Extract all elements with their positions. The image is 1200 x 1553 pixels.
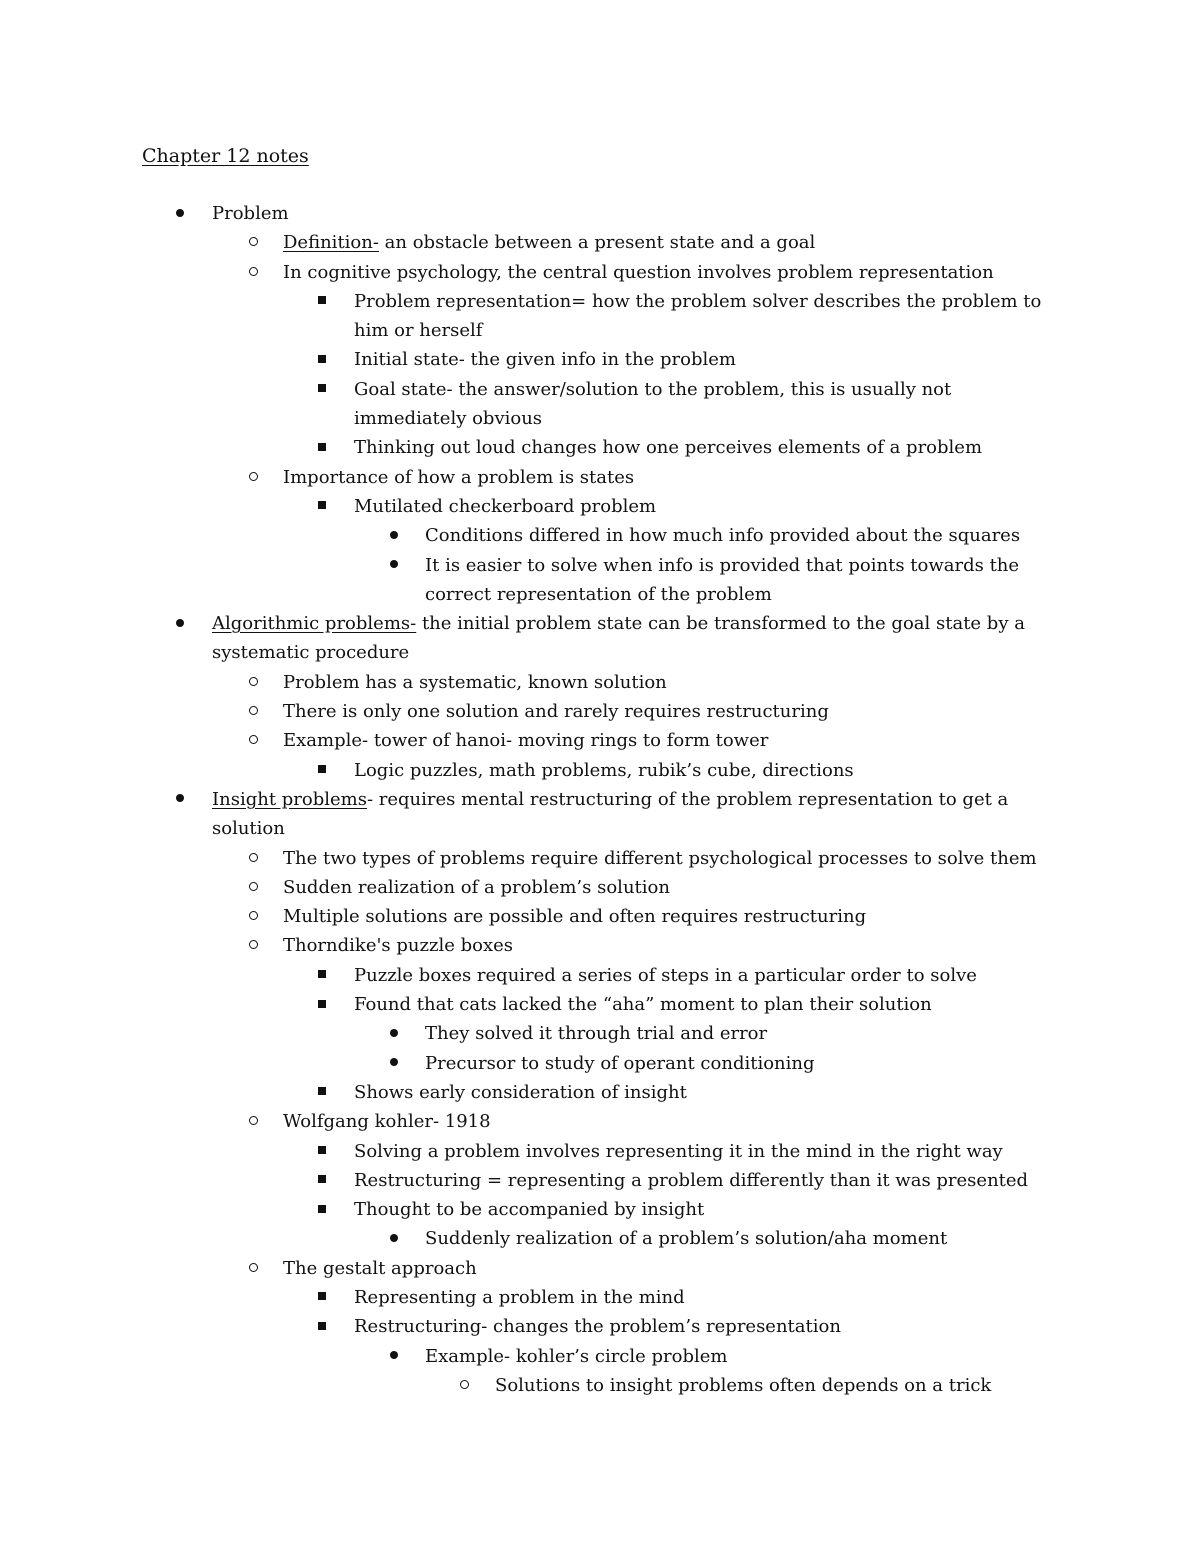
list-item-text: an obstacle between a present state and a goal xyxy=(378,232,816,254)
bullet-dot-icon xyxy=(176,199,184,228)
list-item-text: Importance of how a problem is states xyxy=(283,466,635,488)
list-item xyxy=(0,1283,1044,1312)
bullet-dot-icon xyxy=(390,1342,398,1371)
list-item xyxy=(0,521,1045,550)
list-item-text: the initial problem state can be transformed to the goal state by a systematic procedure xyxy=(212,613,1025,664)
bullet-circle-icon xyxy=(460,1371,469,1400)
list-item-text: Puzzle boxes required a series of steps in a particular order to solve xyxy=(354,964,977,986)
bullet-dot-icon xyxy=(390,1049,398,1078)
list-item-text: - requires mental restructuring of the problem representation to get a solution xyxy=(212,788,1009,840)
list-item-text: Suddenly realization of a problem’s solution/aha moment xyxy=(425,1228,948,1250)
list-item xyxy=(0,609,1032,668)
list-item xyxy=(0,228,1043,257)
list-item xyxy=(0,990,1044,1019)
list-item xyxy=(0,726,1043,755)
list-item xyxy=(0,1312,1044,1341)
bullet-dot-icon xyxy=(390,521,398,550)
list-item xyxy=(0,345,1044,374)
list-item xyxy=(0,785,1032,844)
document-title: Chapter 12 notes xyxy=(142,145,309,167)
list-item xyxy=(0,375,1044,434)
bullet-square-icon xyxy=(318,1078,326,1107)
bullet-circle-icon xyxy=(249,1107,258,1136)
bullet-circle-icon xyxy=(249,463,258,492)
list-item-term: Algorithmic problems- xyxy=(212,613,417,635)
list-item-text: Restructuring- changes the problem’s representation xyxy=(354,1316,841,1338)
list-item xyxy=(0,1137,1044,1166)
bullet-square-icon xyxy=(318,433,326,462)
bullet-circle-icon xyxy=(249,844,258,873)
list-item-text: They solved it through trial and error xyxy=(425,1023,768,1045)
bullet-circle-icon xyxy=(249,1254,258,1283)
list-item xyxy=(0,1254,1043,1283)
bullet-dot-icon xyxy=(390,1224,398,1253)
list-item xyxy=(0,1107,1043,1136)
list-item xyxy=(0,961,1044,990)
bullet-square-icon xyxy=(318,287,326,316)
list-item-text: Restructuring = representing a problem differently than it was presented xyxy=(354,1169,1029,1191)
list-item-text: Thought to be accompanied by insight xyxy=(354,1199,705,1221)
bullet-square-icon xyxy=(318,1283,326,1312)
list-item-text: Found that cats lacked the “aha” moment to plan their solution xyxy=(354,994,932,1016)
bullet-circle-icon xyxy=(249,726,258,755)
list-item-text: Sudden realization of a problem’s solution xyxy=(283,876,670,898)
list-item xyxy=(0,433,1044,462)
bullet-dot-icon xyxy=(390,551,398,580)
bullet-square-icon xyxy=(318,1166,326,1195)
list-item-term: Insight problems xyxy=(212,788,367,810)
bullet-dot-icon xyxy=(176,609,184,638)
notes-list xyxy=(0,199,1200,1400)
list-item-text: In cognitive psychology, the central question involves problem representation xyxy=(283,261,994,283)
bullet-square-icon xyxy=(318,492,326,521)
bullet-circle-icon xyxy=(249,931,258,960)
list-item xyxy=(0,287,1044,346)
bullet-square-icon xyxy=(318,375,326,404)
list-item-text: Mutilated checkerboard problem xyxy=(354,495,657,517)
list-item-text: Precursor to study of operant conditioning xyxy=(425,1052,815,1074)
list-item-text: Thorndike's puzzle boxes xyxy=(283,935,513,957)
list-item-text: Multiple solutions are possible and often requires restructuring xyxy=(283,906,867,928)
list-item-text: The gestalt approach xyxy=(283,1257,477,1279)
list-item xyxy=(0,1078,1044,1107)
list-item xyxy=(0,1342,1045,1371)
list-item-text: Solutions to insight problems often depends on a trick xyxy=(495,1374,992,1396)
list-item xyxy=(0,492,1044,521)
list-item-text: Solving a problem involves representing it in the mind in the right way xyxy=(354,1140,1003,1162)
list-item-text: Representing a problem in the mind xyxy=(354,1286,685,1308)
list-item xyxy=(0,902,1043,931)
list-item-term: Definition- xyxy=(283,232,379,254)
bullet-square-icon xyxy=(318,756,326,785)
list-item xyxy=(0,844,1043,873)
list-item-text: Thinking out loud changes how one perceives elements of a problem xyxy=(354,437,983,459)
bullet-square-icon xyxy=(318,1137,326,1166)
bullet-circle-icon xyxy=(249,902,258,931)
bullet-square-icon xyxy=(318,1312,326,1341)
list-item xyxy=(0,873,1043,902)
list-item xyxy=(0,1019,1045,1048)
list-item xyxy=(0,1371,1055,1400)
list-item xyxy=(0,1195,1044,1224)
list-item-text: It is easier to solve when info is provided that points towards the correct representation of the problem xyxy=(425,554,1020,605)
bullet-circle-icon xyxy=(249,258,258,287)
list-item-text: Conditions differed in how much info provided about the squares xyxy=(425,525,1021,547)
list-item-text: Goal state- the answer/solution to the problem, this is usually not immediately obvious xyxy=(354,378,952,430)
bullet-square-icon xyxy=(318,1195,326,1224)
list-item xyxy=(0,199,1032,228)
list-item-text: Problem xyxy=(212,203,289,224)
list-item xyxy=(0,258,1043,287)
bullet-circle-icon xyxy=(249,228,258,257)
bullet-square-icon xyxy=(318,990,326,1019)
list-item-text: Example- tower of hanoi- moving rings to form tower xyxy=(283,730,769,752)
bullet-square-icon xyxy=(318,345,326,374)
bullet-square-icon xyxy=(318,961,326,990)
list-item-text: Problem has a systematic, known solution xyxy=(283,671,667,693)
list-item xyxy=(0,1049,1045,1078)
bullet-circle-icon xyxy=(249,668,258,697)
bullet-circle-icon xyxy=(249,697,258,726)
list-item xyxy=(0,756,1044,785)
list-item xyxy=(0,697,1043,726)
list-item xyxy=(0,1166,1044,1195)
list-item-text: Logic puzzles, math problems, rubik’s cube, directions xyxy=(354,759,854,781)
list-item-text: The two types of problems require different psychological processes to solve them xyxy=(283,847,1037,869)
list-item xyxy=(0,551,1045,610)
list-item-text: There is only one solution and rarely requires restructuring xyxy=(283,701,829,723)
list-item-text: Problem representation= how the problem solver describes the problem to him or herself xyxy=(354,290,1042,342)
list-item-text: Initial state- the given info in the problem xyxy=(354,349,736,371)
bullet-dot-icon xyxy=(176,785,184,814)
list-item xyxy=(0,931,1043,960)
list-item xyxy=(0,1224,1045,1253)
list-item-text: Shows early consideration of insight xyxy=(354,1081,687,1103)
list-item xyxy=(0,668,1043,697)
list-item-text: Example- kohler’s circle problem xyxy=(425,1345,728,1367)
bullet-dot-icon xyxy=(390,1019,398,1048)
bullet-circle-icon xyxy=(249,873,258,902)
list-item-text: Wolfgang kohler- 1918 xyxy=(283,1111,491,1133)
list-item xyxy=(0,463,1043,492)
